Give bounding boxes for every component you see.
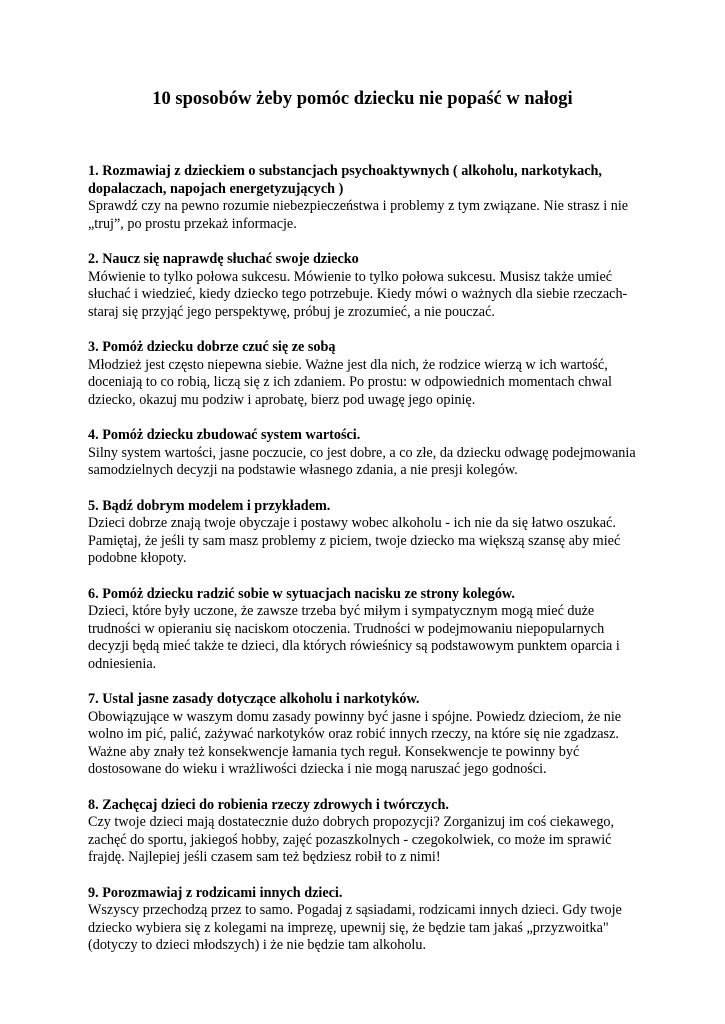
section-1 — [88, 163, 648, 233]
section-heading: 3. Pomóż dziecku dobrze czuć się ze sobą — [88, 339, 336, 355]
section-heading: 4. Pomóż dziecku zbudować system wartości. — [88, 427, 361, 443]
section-heading: 8. Zachęcaj dzieci do robienia rzeczy zdrowych i twórczych. — [88, 796, 449, 813]
document-content — [88, 163, 648, 973]
section-body: Wszyscy przechodzą przez to samo. Pogadaj z sąsiadami, rodzicami innych dzieci. Gdy twoje dziecko wybiera się z kolegami na imprezę, upewnij się, że będzie tam jakaś „przyzwoitka" (dotyczy to dzieci młodszych) i że nie będzie tam alkoholu. — [88, 902, 622, 953]
section-body: Młodzież jest często niepewna siebie. Ważne jest dla nich, że rodzice wierzą w ich wartość, doceniają to co robią, liczą się z ich zdaniem. Po prostu: w odpowiednich momentach chwal dziecko, okazuj mu podziw i aprobatę, bierz pod uwagę jego opinię. — [88, 356, 612, 408]
section-heading: 2. Naucz się naprawdę słuchać swoje dziecko — [88, 251, 359, 267]
section-heading: 5. Bądź dobrym modelem i przykładem. — [88, 497, 331, 514]
section-body: Silny system wartości, jasne poczucie, co jest dobre, a co złe, da dziecku odwagę podejmowania samodzielnych decyzji na podstawie własnego zdania, a nie presji kolegów. — [88, 444, 636, 478]
section-4 — [88, 427, 648, 480]
section-body: Mówienie to tylko połowa sukcesu. Mówienie to tylko połowa sukcesu. Musisz także umieć słuchać i wiedzieć, kiedy dziecko tego potrzebuje. Kiedy mówi o ważnych dla siebie rzeczach- staraj się przyjąć jego perspektywę, próbuj je zrozumieć, a nie pouczać. — [88, 268, 628, 320]
section-3 — [88, 339, 648, 409]
section-body: Dzieci, które były uczone, że zawsze trzeba być miłym i sympatycznym mogą mieć duże trudności w opieraniu się naciskom otoczenia. Trudności w podejmowaniu niepopularnych decyzji będą mieć także te dzieci, dla których rówieśnicy są podstawowym punktem oparcia i odniesienia. — [88, 603, 620, 672]
section-2 — [88, 251, 648, 321]
section-5 — [88, 498, 648, 568]
section-9 — [88, 885, 648, 955]
section-6 — [88, 586, 648, 674]
section-body: Czy twoje dzieci mają dostatecznie dużo dobrych propozycji? Zorganizuj im coś ciekawego, zachęć do sportu, jakiegoś hobby, zajęć pozaszkolnych - czegokolwiek, co może im sprawić frajdę. Najlepiej jeśli czasem sam też będziesz robił to z nimi! — [88, 814, 615, 865]
document-title: 10 sposobów żeby pomóc dziecku nie popaść w nałogi — [152, 89, 573, 109]
section-heading: 1. Rozmawiaj z dzieckiem o substancjach psychoaktywnych ( alkoholu, narkotykach, dopalaczach, napojach energetyzujących ) — [88, 163, 602, 197]
section-heading: 7. Ustal jasne zasady dotyczące alkoholu i narkotyków. — [88, 691, 420, 707]
section-body: Dzieci dobrze znają twoje obyczaje i postawy wobec alkoholu - ich nie da się łatwo oszukać. Pamiętaj, że jeśli ty sam masz problemy z piciem, twoje dziecko ma większą szansę aby mieć podobne kłopoty. — [88, 515, 621, 566]
section-7 — [88, 691, 648, 779]
section-heading: 6. Pomóż dziecku radzić sobie w sytuacjach nacisku ze strony kolegów. — [88, 585, 515, 602]
section-body: Sprawdź czy na pewno rozumie niebezpieczeństwa i problemy z tym związane. Nie strasz i nie „truj”, po prostu przekaż informacje. — [88, 198, 629, 232]
section-8 — [88, 797, 648, 867]
section-heading: 9. Porozmawiaj z rodzicami innych dzieci. — [88, 884, 343, 901]
section-body: Obowiązujące w waszym domu zasady powinny być jasne i spójne. Powiedz dzieciom, że nie wolno im pić, palić, zażywać narkotyków oraz robić innych rzeczy, na które się nie zgadzasz. Ważne aby znały też konsekwencje łamania tych reguł. Konsekwencje te powinny być dostosowane do wieku i wrażliwości dziecka i nie mogą naruszać jego godności. — [88, 708, 622, 777]
